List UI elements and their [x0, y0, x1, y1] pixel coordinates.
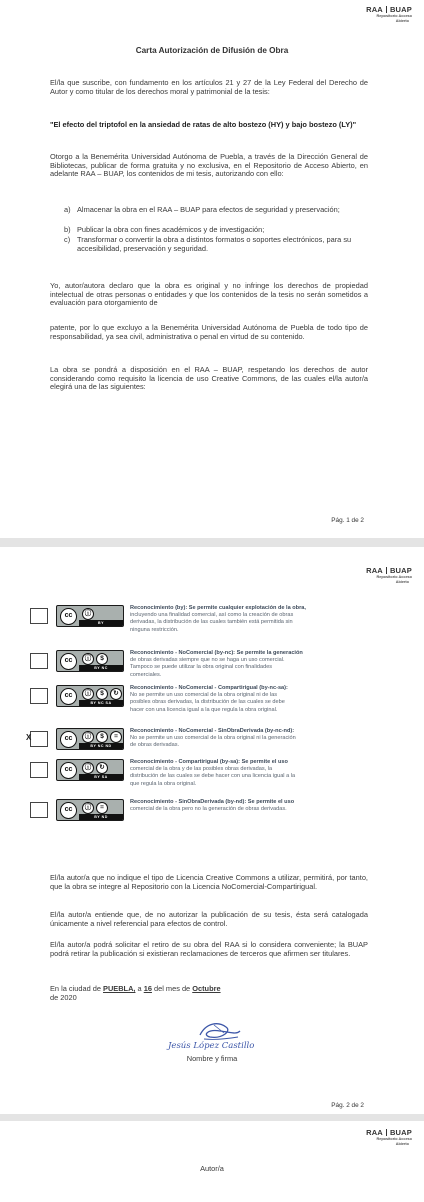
- license-condition-icon: ⓘ: [82, 802, 94, 814]
- license-condition-icon: ⓘ: [82, 688, 94, 700]
- license-description-line: Reconocimiento - SinObraDerivada (by-nd): Se permite el uso: [130, 799, 295, 805]
- license-description-line: Reconocimiento - NoComercial - Compartirigual (by-nc-sa):: [130, 685, 288, 691]
- creative-commons-badge: [56, 728, 124, 750]
- day-prefix: a: [137, 984, 142, 993]
- logo-buap-text: BUAP: [389, 5, 412, 14]
- declaration-paragraph-b: patente, por lo que excluyo a la Benemérita Universidad Autónoma de Puebla de todo tipo de responsabilidad, ya sea civil, administrativa o penal en virtud de su contenido.: [50, 323, 368, 341]
- license-description-line: Reconocimiento - NoComercial - SinObraDerivada (by-nc-nd):: [130, 728, 295, 734]
- license-description-line: Tampoco se puede utilizar la obra original con finalidades: [130, 664, 273, 671]
- license-checkbox[interactable]: [30, 653, 48, 669]
- license-checkbox[interactable]: [30, 802, 48, 818]
- logo-subtitle-2: Abierto: [395, 18, 409, 23]
- license-description-line: distribución de las cuales se debe hacer con una licencia igual a la: [130, 773, 296, 780]
- document-title: Carta Autorización de Difusión de Obra: [135, 46, 289, 55]
- withdraw-note-paragraph: El/la autor/a podrá solicitar el retiro de su obra del RAA si lo considera conveniente; la BUAP podrá retirar la publicación si existieran reclamaciones de terceros que afirmen ser titulares.: [50, 940, 368, 958]
- default-license-paragraph: El/la autor/a que no indique el tipo de Licencia Creative Commons a utilizar, permitirá, por tanto, que la obra se integre al Repositorio con la Licencia NoComercial-Compartirigual.: [50, 873, 368, 891]
- license-description-line: comercial de la obra y de las posibles obras derivadas, la: [130, 766, 273, 773]
- document-page-2: [0, 547, 424, 1114]
- city-value: PUEBLA,: [103, 984, 136, 993]
- logo-subtitle-1: Repositorio Acceso: [376, 1137, 412, 1141]
- day-value: 16: [143, 984, 152, 993]
- cc-icon: cc: [60, 762, 77, 779]
- license-description-line: incluyendo una finalidad comercial, así como la creación de obras: [130, 612, 294, 619]
- license-checkbox[interactable]: [30, 608, 48, 624]
- license-description: [130, 799, 390, 813]
- license-description-line: posibles obras derivadas, la distribución de las cuales se debe: [130, 699, 285, 706]
- license-condition-icon: =: [96, 802, 108, 814]
- signer-name-handwritten: Jesús López Castillo: [168, 1041, 255, 1051]
- creative-commons-badge: [56, 685, 124, 707]
- license-description-line: derivadas, la distribución de las cuales también está permitida sin: [130, 619, 293, 626]
- cc-icon: cc: [60, 653, 77, 670]
- raa-buap-logo: [366, 1128, 412, 1146]
- license-description-line: No se permite un uso comercial de la obra original ni la generación: [130, 735, 296, 742]
- author-label: Autor/a: [200, 1164, 224, 1173]
- availability-paragraph: La obra se pondrá a disposición en el RAA – BUAP, respetando los derechos de autor considerando como requisito la licencia de uso Creative Commons, de las cuales el/la autor/a elegirá una de las siguientes:: [50, 365, 368, 392]
- handwritten-signature: [196, 1019, 244, 1043]
- document-page-3: [0, 1121, 424, 1202]
- license-description-line: que regula la obra original.: [130, 780, 197, 787]
- logo-subtitle-1: Repositorio Acceso: [376, 575, 412, 579]
- place-prefix: En la ciudad de: [50, 984, 101, 993]
- page-number: Pág. 2 de 2: [331, 1102, 364, 1109]
- month-prefix: del mes de: [154, 984, 191, 993]
- license-description-line: ninguna restricción.: [130, 626, 179, 633]
- license-condition-icon: ⓘ: [82, 762, 94, 774]
- list-marker: b): [64, 225, 71, 234]
- license-condition-icon: ↻: [96, 762, 108, 774]
- badge-label: BY: [79, 620, 123, 626]
- license-description-line: hacer con una licencia igual a la que regula la obra original.: [130, 706, 278, 713]
- creative-commons-badge: [56, 799, 124, 821]
- license-condition-icon: ⓘ: [82, 731, 94, 743]
- list-text: Transformar o convertir la obra a distintos formatos o soportes electrónicos, para su accesibilidad, preservación y seguridad.: [77, 235, 352, 253]
- signature-label: Nombre y firma: [186, 1054, 238, 1063]
- list-text: Almacenar la obra en el RAA – BUAP para efectos de seguridad y preservación;: [77, 205, 340, 214]
- creative-commons-badge: [56, 605, 124, 627]
- cc-icon: cc: [60, 608, 77, 625]
- license-checkbox[interactable]: [30, 762, 48, 778]
- logo-subtitle-2: Abierto: [395, 1141, 409, 1146]
- logo-buap-text: BUAP: [389, 566, 412, 575]
- license-description-line: Reconocimiento - Compartirigual (by-sa): Se permite el uso: [130, 759, 288, 765]
- logo-buap-text: BUAP: [389, 1128, 412, 1137]
- license-description-line: No se permite un uso comercial de la obra original ni de las: [130, 692, 278, 699]
- creative-commons-badge: [56, 650, 124, 672]
- document-page-1: [0, 0, 424, 538]
- thesis-title: "El efecto del triptofol en la ansiedad de ratas de alto bostezo (HY) y bajo bostezo (LY)": [50, 120, 357, 129]
- cc-icon: cc: [60, 802, 77, 819]
- license-condition-icon: ⓘ: [82, 653, 94, 665]
- license-description: [130, 759, 390, 788]
- license-description: [130, 685, 390, 714]
- license-description-line: de obras derivadas siempre que no se haga un uso comercial.: [130, 657, 285, 664]
- logo-raa-text: RAA: [366, 1128, 383, 1137]
- license-condition-icon: =: [110, 731, 122, 743]
- cc-icon: cc: [60, 731, 77, 748]
- creative-commons-badge: [56, 759, 124, 781]
- license-checked-mark: X: [26, 733, 32, 742]
- license-condition-icon: $: [96, 653, 108, 665]
- list-text: Publicar la obra con fines académicos y de investigación;: [77, 225, 265, 234]
- year-line: de 2020: [50, 993, 77, 1002]
- license-description-line: Reconocimiento - NoComercial (by-nc): Se permite la generación: [130, 650, 303, 656]
- raa-buap-logo: [366, 5, 412, 23]
- logo-raa-text: RAA: [366, 5, 383, 14]
- logo-raa-text: RAA: [366, 566, 383, 575]
- license-condition-icon: ⓘ: [82, 608, 94, 620]
- license-description: [130, 728, 390, 750]
- license-description-line: Reconocimiento (by): Se permite cualquier explotación de la obra,: [130, 605, 306, 611]
- logo-subtitle-2: Abierto: [395, 579, 409, 584]
- month-value: Octubre: [192, 984, 221, 993]
- badge-label: BY NC ND: [79, 743, 123, 749]
- license-description-line: de obras derivadas.: [130, 742, 180, 749]
- list-marker: c): [64, 235, 71, 244]
- cc-icon: cc: [60, 688, 77, 705]
- intro-paragraph: El/la que suscribe, con fundamento en los artículos 21 y 27 de la Ley Federal del Derecho de Autor y como titular de los derechos moral y patrimonial de la tesis:: [50, 78, 368, 96]
- license-checkbox[interactable]: [30, 688, 48, 704]
- license-description-line: comercial de la obra pero no la generación de obras derivadas.: [130, 806, 287, 813]
- license-description: [130, 605, 390, 634]
- license-description-line: comerciales.: [130, 671, 162, 678]
- badge-label: BY SA: [79, 774, 123, 780]
- grant-paragraph: Otorgo a la Benemérita Universidad Autónoma de Puebla, a través de la Dirección General de Bibliotecas, publicar de forma gratuita y no exclusiva, en el Repositorio de Acceso Abierto, en adelante RAA – BUAP, los contenidos de mi tesis, autorizando con ello:: [50, 152, 368, 179]
- license-condition-icon: $: [96, 688, 108, 700]
- license-condition-icon: ↻: [110, 688, 122, 700]
- raa-buap-logo: [366, 566, 412, 584]
- place-date-line: [50, 985, 368, 994]
- license-description: [130, 650, 390, 679]
- badge-label: BY NC: [79, 665, 123, 671]
- license-condition-icon: $: [96, 731, 108, 743]
- badge-label: BY NC SA: [79, 700, 123, 706]
- badge-label: BY ND: [79, 814, 123, 820]
- logo-subtitle-1: Repositorio Acceso: [376, 14, 412, 18]
- catalog-note-paragraph: El/la autor/a entiende que, de no autorizar la publicación de su tesis, ésta será catalogada únicamente a nivel referencial para efectos de control.: [50, 910, 368, 928]
- declaration-paragraph-a: Yo, autor/autora declaro que la obra es original y no infringe los derechos de propiedad intelectual de otras personas o entidades y que los contenidos de la tesis no serán sometidos a evaluación para otorgamiento de: [50, 281, 368, 308]
- page-number: Pág. 1 de 2: [331, 517, 364, 524]
- list-marker: a): [64, 205, 71, 214]
